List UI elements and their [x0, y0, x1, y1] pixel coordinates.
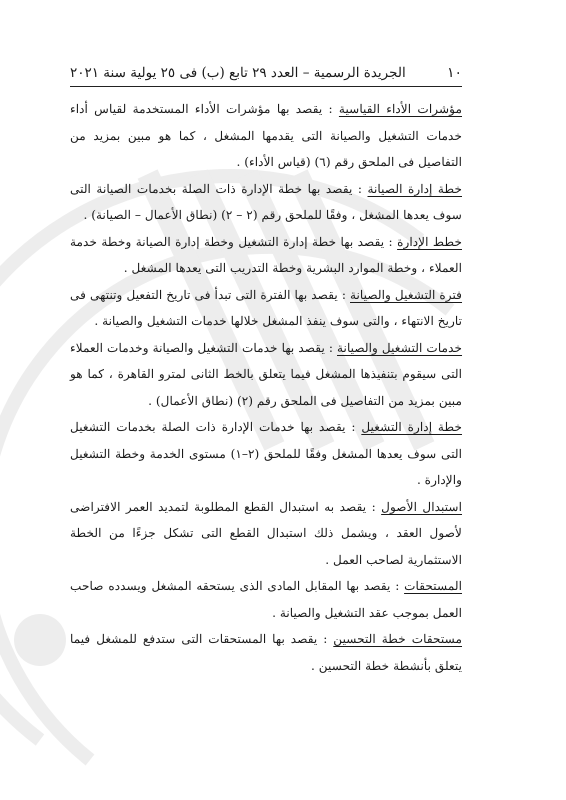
definition-entry: [70, 335, 462, 415]
definition-term: خدمات التشغيل والصيانة: [337, 340, 463, 355]
definition-text: : يقصد بها المستحقات التى ستدفع للمشغل فيما يتعلق بأنشطة خطة التحسين .: [70, 632, 462, 673]
definition-entry: [70, 414, 462, 494]
definition-term: مؤشرات الأداء القياسية: [338, 102, 462, 116]
definition-entry: [70, 229, 462, 282]
definition-text: : يقصد بها مؤشرات الأداء المستخدمة لقياس أداء خدمات التشغيل والصيانة التى يقدمها المشغل ، كما هو مبين بمزيد من التفاصيل فى الملحق رقم (٦) (قياس الأداء) .: [70, 102, 462, 169]
definition-term: خطة إدارة التشغيل: [361, 420, 462, 434]
definition-term: المستحقات: [404, 579, 462, 593]
definition-entry: [70, 573, 462, 626]
page-header: [70, 62, 462, 84]
definition-entry: [70, 494, 462, 574]
definition-term: فترة التشغيل والصيانة: [350, 287, 463, 302]
definition-term: خطط الإدارة: [397, 234, 462, 249]
definition-text: : يقصد به استبدال القطع المطلوبة لتمديد العمر الافتراضى لأصول العقد ، ويشمل ذلك استبدال القطع التى تشكل جزءًا من الخطة الاستثمارية لصاحب العمل .: [70, 499, 462, 567]
definition-term: استبدال الأصول: [381, 499, 462, 514]
definition-entry: [70, 176, 462, 229]
definition-text: : يقصد بها خطة الإدارة ذات الصلة بخدمات الصيانة التى سوف يعدها المشغل ، وفقًا للملحق رقم (٢ – ٢) (نطاق الأعمال – الصيانة) .: [70, 181, 462, 222]
definition-entry: [70, 626, 462, 679]
page-number: ١٠: [446, 65, 462, 81]
header-rule: [70, 86, 462, 87]
definition-term: مستحقات خطة التحسين: [333, 632, 462, 646]
definition-text: : يقصد بها خدمات التشغيل والصيانة وخدمات العملاء التى سيقوم بتنفيذها المشغل فيما يتعلق بالخط الثانى لمترو القاهرة ، كما هو مبين بمزيد من التفاصيل فى الملحق رقم (٢) (نطاق الأعمال) .: [70, 340, 462, 408]
definitions-list: [70, 96, 462, 679]
definition-text: : يقصد بها الفترة التى تبدأ فى تاريخ التفعيل وتنتهى فى تاريخ الانتهاء ، والتى سوف ينفذ المشغل خلالها خدمات التشغيل والصيانة .: [70, 287, 462, 328]
definition-entry: [70, 96, 462, 176]
gazette-title: الجريدة الرسمية – العدد ٢٩ تابع (ب) فى ٢٥ يولية سنة ٢٠٢١: [70, 65, 406, 81]
definition-text: : يقصد بها المقابل المادى الذى يستحقه المشغل ويسدده صاحب العمل بموجب عقد التشغيل والصيانة .: [70, 579, 462, 620]
definition-entry: [70, 282, 462, 335]
definition-text: : يقصد بها خدمات الإدارة ذات الصلة بخدمات التشغيل التى سوف يعدها المشغل وفقًا للملحق (٢–١) مستوى الخدمة وخطة التشغيل والإدارة .: [70, 420, 462, 487]
definition-text: : يقصد بها خطة إدارة التشغيل وخطة إدارة الصيانة وخطة خدمة العملاء ، وخطة الموارد البشرية وخطة التدريب التى يعدها المشغل .: [70, 234, 462, 275]
definition-term: خطة إدارة الصيانة: [367, 181, 462, 196]
